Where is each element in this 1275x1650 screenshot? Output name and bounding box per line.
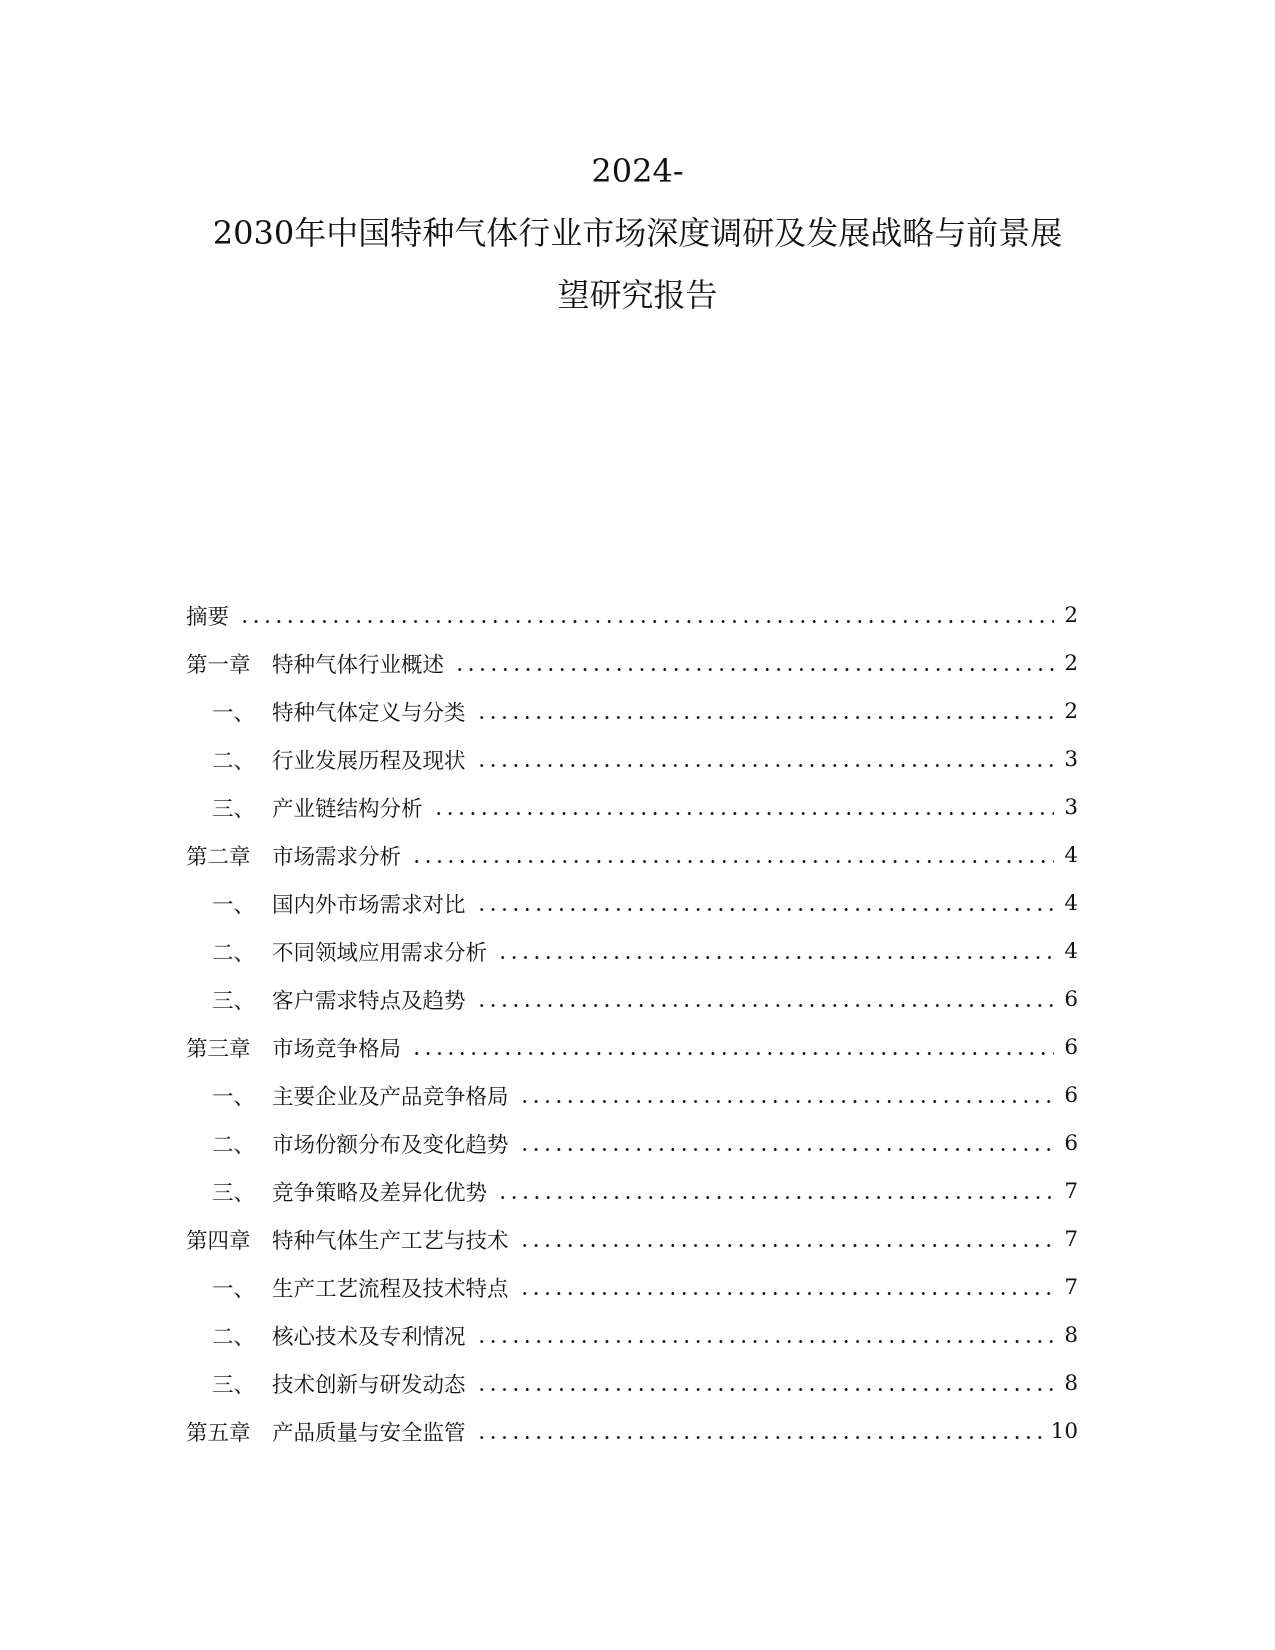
toc-entry-label: 特种气体生产工艺与技术 [272, 1228, 509, 1254]
toc-entry-number: 二、 [212, 1132, 256, 1158]
dot-leader [411, 1052, 1054, 1055]
toc-entry-section-1-1[interactable] [186, 687, 1078, 735]
dot-leader [519, 1292, 1054, 1295]
dot-leader [519, 1244, 1054, 1247]
toc-page-number: 4 [1064, 890, 1078, 916]
toc-entry-abstract[interactable] [186, 591, 1078, 639]
dot-leader [476, 908, 1054, 911]
dot-leader [476, 1436, 1045, 1439]
dot-leader [476, 1388, 1054, 1391]
dot-leader [497, 956, 1054, 959]
toc-page-number: 3 [1064, 746, 1078, 772]
toc-entry-label: 竞争策略及差异化优势 [272, 1180, 488, 1206]
table-of-contents [186, 591, 1078, 1455]
toc-entry-number: 三、 [212, 796, 256, 822]
toc-entry-number: 一、 [212, 700, 256, 726]
toc-entry-label: 行业发展历程及现状 [272, 748, 466, 774]
title-line-3: 望研究报告 [557, 276, 718, 314]
toc-entry-label: 特种气体行业概述 [272, 652, 445, 678]
toc-entry-section-2-3[interactable] [186, 975, 1078, 1023]
toc-entry-section-2-2[interactable] [186, 927, 1078, 975]
toc-page-number: 8 [1064, 1322, 1078, 1348]
toc-entry-section-3-3[interactable] [186, 1167, 1078, 1215]
toc-entry-number: 第二章 [186, 844, 251, 870]
toc-page-number: 2 [1064, 698, 1078, 724]
toc-page-number: 6 [1064, 1034, 1078, 1060]
toc-entry-number: 一、 [212, 1276, 256, 1302]
toc-entry-section-1-2[interactable] [186, 735, 1078, 783]
toc-entry-number: 三、 [212, 988, 256, 1014]
toc-entry-label: 技术创新与研发动态 [272, 1372, 466, 1398]
toc-page-number: 8 [1064, 1370, 1078, 1396]
toc-entry-label: 生产工艺流程及技术特点 [272, 1276, 509, 1302]
dot-leader [519, 1148, 1054, 1151]
toc-entry-label: 特种气体定义与分类 [272, 700, 466, 726]
title-line-2: 2030年中国特种气体行业市场深度调研及发展战略与前景展 [212, 214, 1063, 252]
dot-leader [411, 860, 1054, 863]
toc-entry-number: 二、 [212, 748, 256, 774]
toc-entry-number: 三、 [212, 1372, 256, 1398]
toc-entry-number: 三、 [212, 1180, 256, 1206]
toc-entry-number: 第一章 [186, 652, 251, 678]
toc-entry-number: 第三章 [186, 1036, 251, 1062]
toc-entry-chapter-5[interactable] [186, 1407, 1078, 1455]
toc-entry-label: 产品质量与安全监管 [272, 1420, 466, 1446]
toc-entry-section-2-1[interactable] [186, 879, 1078, 927]
toc-page-number: 6 [1064, 1082, 1078, 1108]
dot-leader [239, 620, 1054, 623]
toc-page-number: 7 [1064, 1226, 1078, 1252]
toc-entry-label: 市场需求分析 [272, 844, 402, 870]
toc-page-number: 6 [1064, 986, 1078, 1012]
toc-entry-chapter-2[interactable] [186, 831, 1078, 879]
toc-entry-section-4-2[interactable] [186, 1311, 1078, 1359]
toc-entry-section-3-1[interactable] [186, 1071, 1078, 1119]
toc-entry-label: 市场竞争格局 [272, 1036, 402, 1062]
dot-leader [519, 1100, 1054, 1103]
toc-page-number: 7 [1064, 1274, 1078, 1300]
toc-entry-number: 一、 [212, 1084, 256, 1110]
toc-entry-label: 摘要 [186, 604, 230, 630]
toc-entry-label: 不同领域应用需求分析 [272, 940, 488, 966]
toc-entry-label: 主要企业及产品竞争格局 [272, 1084, 509, 1110]
toc-entry-number: 第五章 [186, 1420, 251, 1446]
report-title [150, 140, 1125, 326]
toc-page-number: 4 [1064, 842, 1078, 868]
dot-leader [497, 1196, 1054, 1199]
title-line-1: 2024- [591, 152, 684, 190]
toc-entry-label: 产业链结构分析 [272, 796, 423, 822]
toc-page-number: 2 [1064, 602, 1078, 628]
toc-entry-section-4-1[interactable] [186, 1263, 1078, 1311]
toc-entry-label: 国内外市场需求对比 [272, 892, 466, 918]
dot-leader [433, 812, 1054, 815]
toc-page-number: 10 [1050, 1418, 1078, 1444]
toc-entry-chapter-1[interactable] [186, 639, 1078, 687]
toc-entry-number: 第四章 [186, 1228, 251, 1254]
toc-page-number: 7 [1064, 1178, 1078, 1204]
toc-page-number: 2 [1064, 650, 1078, 676]
dot-leader [476, 716, 1054, 719]
toc-entry-section-4-3[interactable] [186, 1359, 1078, 1407]
toc-entry-section-3-2[interactable] [186, 1119, 1078, 1167]
toc-entry-chapter-3[interactable] [186, 1023, 1078, 1071]
toc-entry-section-1-3[interactable] [186, 783, 1078, 831]
toc-page-number: 3 [1064, 794, 1078, 820]
toc-entry-chapter-4[interactable] [186, 1215, 1078, 1263]
dot-leader [476, 764, 1054, 767]
toc-entry-label: 客户需求特点及趋势 [272, 988, 466, 1014]
toc-entry-number: 一、 [212, 892, 256, 918]
toc-entry-number: 二、 [212, 1324, 256, 1350]
dot-leader [454, 668, 1054, 671]
toc-entry-label: 市场份额分布及变化趋势 [272, 1132, 509, 1158]
dot-leader [476, 1340, 1054, 1343]
toc-entry-label: 核心技术及专利情况 [272, 1324, 466, 1350]
toc-entry-number: 二、 [212, 940, 256, 966]
toc-page-number: 4 [1064, 938, 1078, 964]
dot-leader [476, 1004, 1054, 1007]
toc-page-number: 6 [1064, 1130, 1078, 1156]
